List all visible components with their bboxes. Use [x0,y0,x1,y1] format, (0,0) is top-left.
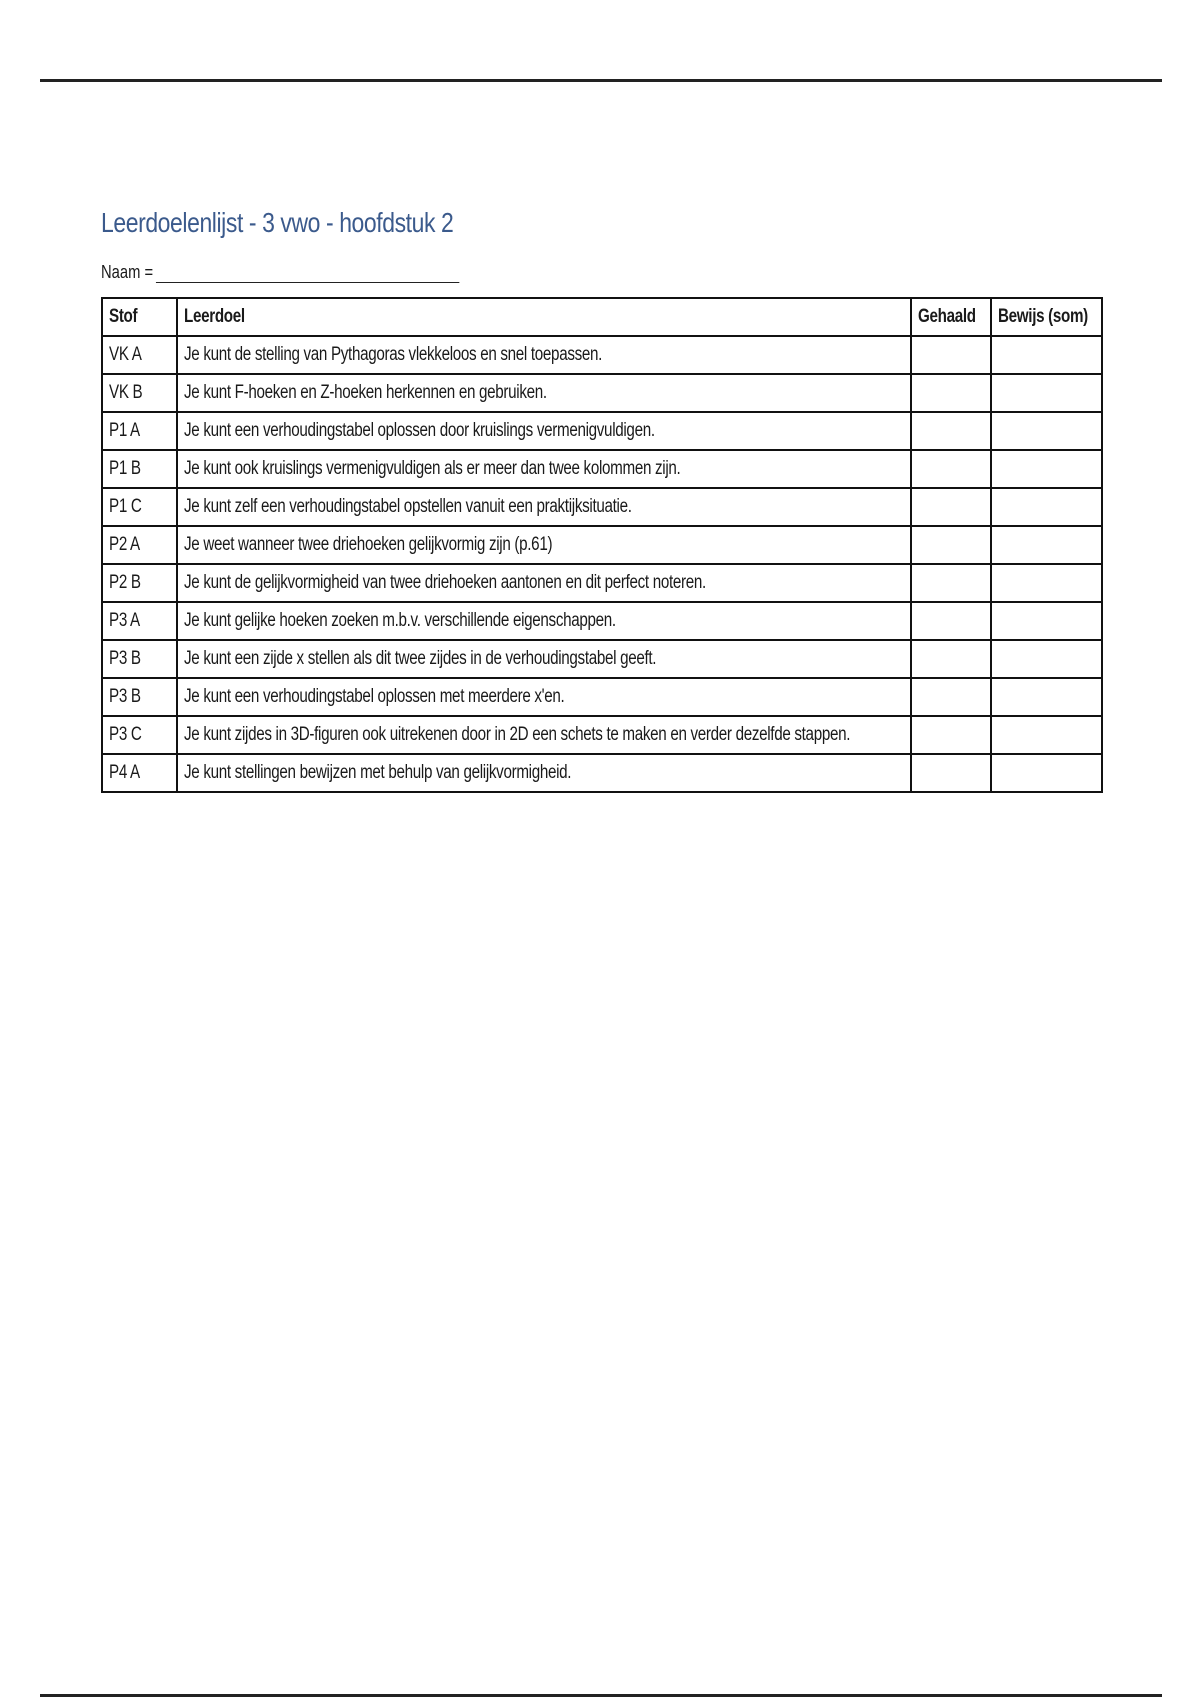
cell-leerdoel: Je kunt ook kruislings vermenigvuldigen als er meer dan twee kolommen zijn. [177,450,911,488]
cell-leerdoel: Je kunt F-hoeken en Z-hoeken herkennen en gebruiken. [177,374,911,412]
cell-bewijs[interactable] [991,602,1102,640]
table-row [102,412,1102,450]
cell-stof: P3 C [102,716,177,754]
cell-bewijs[interactable] [991,640,1102,678]
cell-stof: P1 C [102,488,177,526]
cell-leerdoel: Je weet wanneer twee driehoeken gelijkvormig zijn (p.61) [177,526,911,564]
table-row [102,754,1102,792]
name-blank-line[interactable] [156,262,459,283]
cell-gehaald[interactable] [911,640,991,678]
cell-stof: P2 B [102,564,177,602]
cell-leerdoel: Je kunt stellingen bewijzen met behulp van gelijkvormigheid. [177,754,911,792]
table-header-row [102,298,1102,336]
page-title: Leerdoelenlijst - 3 vwo - hoofdstuk 2 [101,207,454,238]
cell-gehaald[interactable] [911,412,991,450]
table-row [102,450,1102,488]
cell-gehaald[interactable] [911,374,991,412]
cell-bewijs[interactable] [991,564,1102,602]
cell-gehaald[interactable] [911,678,991,716]
cell-gehaald[interactable] [911,336,991,374]
table-row [102,488,1102,526]
table-row [102,678,1102,716]
cell-bewijs[interactable] [991,336,1102,374]
cell-leerdoel: Je kunt zelf een verhoudingstabel opstellen vanuit een praktijksituatie. [177,488,911,526]
header-gehaald: Gehaald [911,298,991,336]
table-row [102,526,1102,564]
cell-stof: P3 A [102,602,177,640]
cell-stof: P1 A [102,412,177,450]
cell-leerdoel: Je kunt een verhoudingstabel oplossen door kruislings vermenigvuldigen. [177,412,911,450]
top-rule [40,79,1162,82]
cell-gehaald[interactable] [911,716,991,754]
cell-leerdoel: Je kunt de gelijkvormigheid van twee driehoeken aantonen en dit perfect noteren. [177,564,911,602]
cell-bewijs[interactable] [991,374,1102,412]
cell-gehaald[interactable] [911,602,991,640]
cell-gehaald[interactable] [911,488,991,526]
table-row [102,374,1102,412]
bottom-rule [40,1694,1162,1697]
cell-stof: P1 B [102,450,177,488]
header-bewijs: Bewijs (som) [991,298,1102,336]
table-row [102,716,1102,754]
cell-bewijs[interactable] [991,412,1102,450]
cell-bewijs[interactable] [991,716,1102,754]
cell-gehaald[interactable] [911,450,991,488]
cell-leerdoel: Je kunt zijdes in 3D-figuren ook uitrekenen door in 2D een schets te maken en verder dezelfde stappen. [177,716,911,754]
cell-gehaald[interactable] [911,564,991,602]
learning-goals-table [101,297,1103,793]
cell-stof: VK A [102,336,177,374]
cell-stof: P4 A [102,754,177,792]
cell-stof: P2 A [102,526,177,564]
name-field-row [101,262,459,283]
cell-leerdoel: Je kunt een zijde x stellen als dit twee zijdes in de verhoudingstabel geeft. [177,640,911,678]
cell-bewijs[interactable] [991,526,1102,564]
cell-bewijs[interactable] [991,678,1102,716]
table-row [102,564,1102,602]
header-leerdoel: Leerdoel [177,298,911,336]
cell-bewijs[interactable] [991,754,1102,792]
cell-leerdoel: Je kunt de stelling van Pythagoras vlekkeloos en snel toepassen. [177,336,911,374]
cell-stof: P3 B [102,640,177,678]
cell-leerdoel: Je kunt een verhoudingstabel oplossen met meerdere x'en. [177,678,911,716]
cell-stof: VK B [102,374,177,412]
cell-leerdoel: Je kunt gelijke hoeken zoeken m.b.v. verschillende eigenschappen. [177,602,911,640]
header-stof: Stof [102,298,177,336]
table-row [102,602,1102,640]
cell-stof: P3 B [102,678,177,716]
cell-bewijs[interactable] [991,450,1102,488]
cell-gehaald[interactable] [911,526,991,564]
cell-bewijs[interactable] [991,488,1102,526]
table-row [102,336,1102,374]
cell-gehaald[interactable] [911,754,991,792]
name-label: Naam = [101,262,154,282]
table-row [102,640,1102,678]
